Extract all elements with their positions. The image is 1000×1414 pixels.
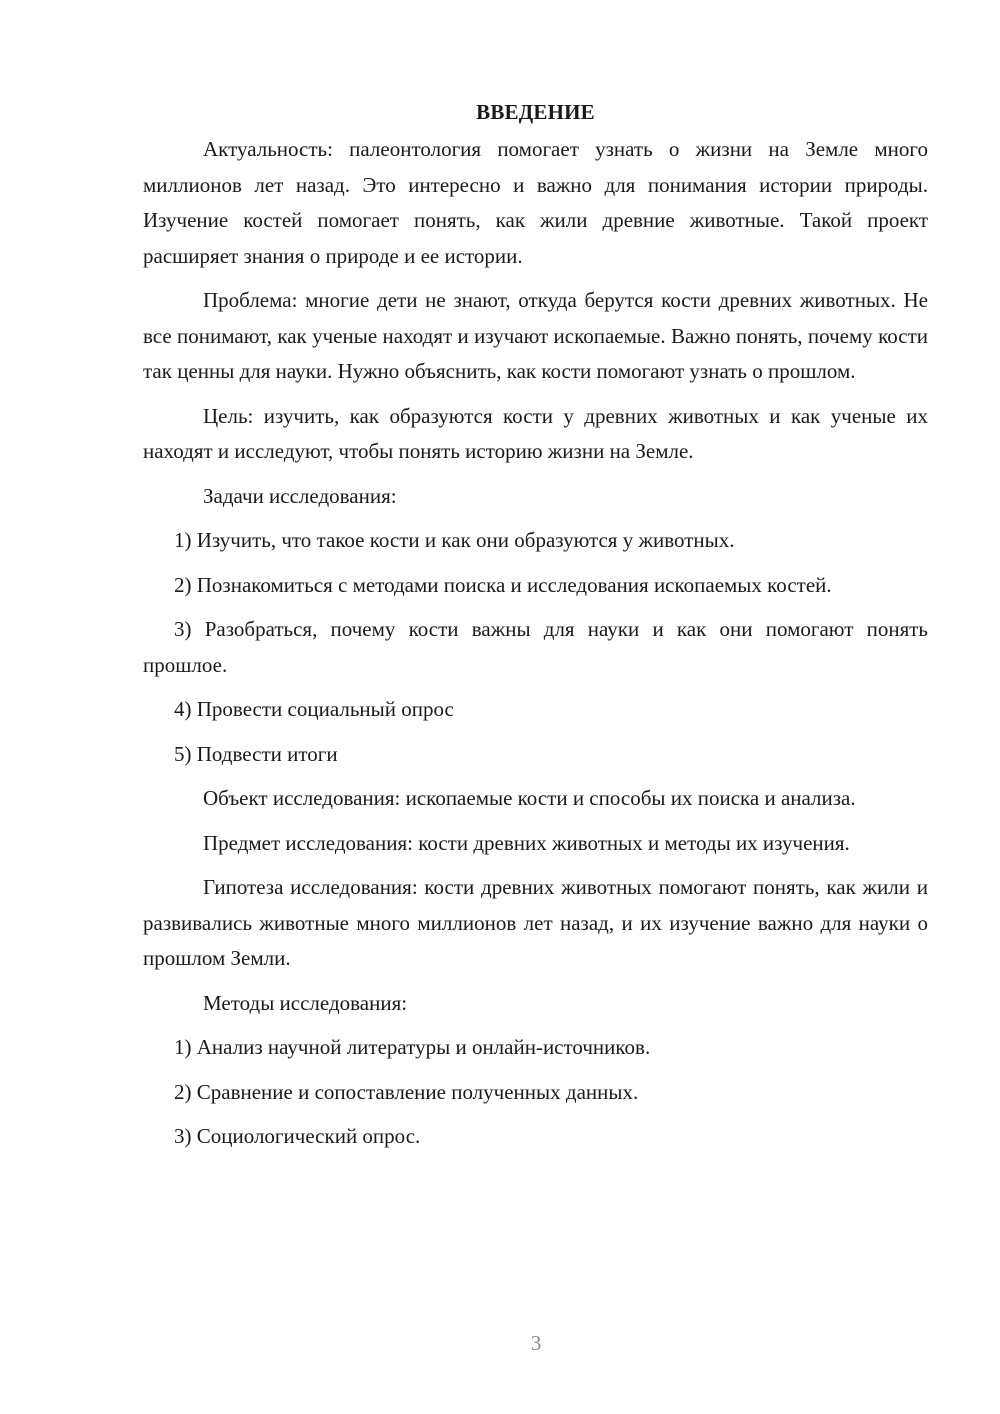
problem-paragraph: Проблема: многие дети не знают, откуда берутся кости древних животных. Не все понимают, как ученые находят и изучают ископаемые. Важно понять, почему кости так ценны для науки. Нужно объяснить, как кости помогают узнать о прошлом. [143, 288, 928, 383]
methods-label: Методы исследования: [203, 990, 408, 1015]
tasks-label: Задачи исследования: [203, 483, 397, 508]
relevance-paragraph: Актуальность: палеонтология помогает узнать о жизни на Земле много миллионов лет назад. Это интересно и важно для понимания истории природы. Изучение костей помогает понять, как жили древние животные. Такой проект расширяет знания о природе и ее истории. [143, 137, 928, 268]
task-item: 1) Изучить, что такое кости и как они образуются у животных. [174, 528, 735, 552]
task-item: 4) Провести социальный опрос [174, 697, 454, 721]
method-item: 1) Анализ научной литературы и онлайн-источников. [174, 1035, 651, 1059]
task-item: 5) Подвести итоги [174, 741, 338, 766]
method-item: 2) Сравнение и сопоставление полученных данных. [174, 1079, 639, 1104]
task-item: 2) Познакомиться с методами поиска и исследования ископаемых костей. [174, 572, 832, 597]
page-number: 3 [530, 1331, 542, 1355]
goal-paragraph: Цель: изучить, как образуются кости у древних животных и как ученые их находят и исследуют, чтобы понять историю жизни на Земле. [143, 403, 928, 463]
page-content [143, 96, 928, 1164]
subject-paragraph: Предмет исследования: кости древних животных и методы их изучения. [203, 830, 850, 855]
hypothesis-paragraph: Гипотеза исследования: кости древних животных помогают понять, как жили и развивались животные много миллионов лет назад, и их изучение важно для науки о прошлом Земли. [143, 875, 928, 970]
section-title: ВВЕДЕНИЕ [476, 100, 595, 124]
object-paragraph: Объект исследования: ископаемые кости и способы их поиска и анализа. [203, 786, 856, 810]
method-item: 3) Социологический опрос. [174, 1124, 421, 1148]
task-item: 3) Разобраться, почему кости важны для науки и как они помогают понять прошлое. [143, 617, 928, 677]
